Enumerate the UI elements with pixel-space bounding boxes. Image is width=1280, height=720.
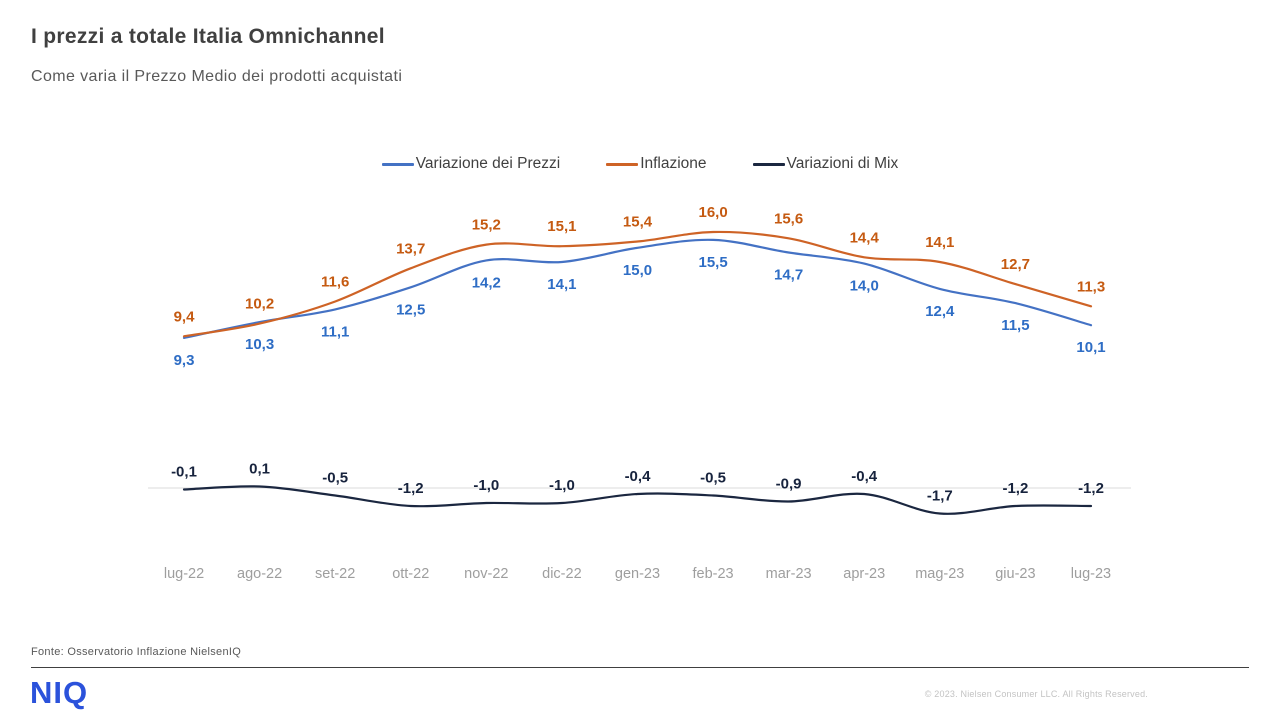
niq-logo: NIQ (30, 675, 89, 710)
data-label-variazioni-di-mix: -1,0 (548, 477, 575, 494)
data-label-variazione-dei-prezzi: 10,3 (244, 336, 275, 354)
x-axis-label: nov-22 (464, 566, 509, 582)
data-label-variazione-dei-prezzi: 14,0 (849, 277, 879, 295)
data-label-inflazione: 14,4 (849, 229, 879, 247)
data-label-variazione-dei-prezzi: 15,0 (622, 261, 653, 279)
data-label-inflazione: 15,2 (471, 216, 501, 234)
data-label-variazioni-di-mix: -0,5 (322, 469, 349, 487)
data-label-variazioni-di-mix: -1,2 (1002, 480, 1029, 497)
x-axis-label: feb-23 (692, 566, 734, 582)
data-label-variazione-dei-prezzi: 11,5 (1001, 317, 1030, 335)
legend-line-swatch (753, 163, 785, 166)
page-title: I prezzi a totale Italia Omnichannel (31, 25, 385, 48)
data-label-inflazione: 15,4 (622, 213, 653, 231)
data-label-variazione-dei-prezzi: 14,1 (547, 276, 577, 293)
x-axis-label: lug-23 (1070, 566, 1112, 582)
data-label-variazioni-di-mix: -0,4 (851, 468, 878, 485)
data-label-variazione-dei-prezzi: 12,4 (925, 302, 955, 320)
footer-divider (31, 667, 1249, 668)
legend-label: Inflazione (640, 155, 707, 172)
data-label-variazioni-di-mix: -1,2 (1078, 480, 1104, 497)
series-line-variazione-dei-prezzi (184, 240, 1091, 341)
data-label-variazione-dei-prezzi: 9,3 (173, 351, 195, 369)
page-subtitle: Come varia il Prezzo Medio dei prodotti acquistati (31, 68, 403, 85)
series-line-variazioni-di-mix (184, 486, 1091, 513)
data-label-inflazione: 11,3 (1076, 278, 1106, 296)
x-axis-label: mag-23 (915, 566, 965, 582)
x-axis-label: ago-22 (237, 566, 283, 582)
legend-line-swatch (382, 163, 414, 166)
x-axis-label: apr-23 (843, 566, 886, 582)
x-axis-label: gen-23 (614, 566, 661, 582)
data-label-variazioni-di-mix: -0,4 (624, 468, 651, 485)
legend-label: Variazione dei Prezzi (415, 155, 561, 172)
data-label-inflazione: 9,4 (173, 308, 195, 326)
data-label-inflazione: 16,0 (698, 204, 728, 221)
x-axis-label: mar-23 (765, 566, 812, 582)
data-label-variazioni-di-mix: 0,1 (249, 460, 271, 478)
data-label-variazione-dei-prezzi: 11,1 (321, 323, 350, 341)
x-axis-label: dic-22 (542, 566, 582, 582)
data-label-variazioni-di-mix: -1,0 (473, 477, 500, 494)
data-label-variazione-dei-prezzi: 14,2 (471, 274, 501, 292)
copyright-text: © 2023. Nielsen Consumer LLC. All Rights Reserved. (924, 689, 1148, 699)
x-axis-label: giu-23 (995, 566, 1036, 582)
data-label-inflazione: 12,7 (1000, 256, 1031, 274)
data-label-variazioni-di-mix: -1,2 (397, 480, 424, 497)
data-label-variazione-dei-prezzi: 15,5 (698, 253, 728, 271)
series-line-inflazione (184, 232, 1091, 336)
data-label-variazioni-di-mix: -0,1 (171, 463, 197, 481)
data-label-variazioni-di-mix: -0,9 (775, 475, 802, 493)
data-label-variazione-dei-prezzi: 14,7 (773, 266, 804, 284)
data-label-inflazione: 13,7 (396, 240, 426, 258)
source-note: Fonte: Osservatorio Inflazione NielsenIQ (31, 646, 242, 658)
data-label-variazione-dei-prezzi: 12,5 (396, 301, 426, 319)
data-label-variazione-dei-prezzi: 10,1 (1076, 339, 1106, 357)
x-axis-label: lug-22 (163, 566, 205, 582)
data-label-variazioni-di-mix: -0,5 (700, 469, 727, 487)
data-label-inflazione: 10,2 (244, 295, 275, 313)
data-label-inflazione: 15,6 (773, 210, 804, 228)
chart-legend (0, 155, 1280, 173)
x-axis-label: set-22 (315, 566, 356, 582)
legend-label: Variazioni di Mix (786, 155, 899, 172)
data-label-inflazione: 15,1 (547, 218, 577, 236)
legend-item-inflazione (606, 155, 706, 173)
data-label-inflazione: 11,6 (321, 273, 350, 291)
legend-item-variazione-dei-prezzi (382, 155, 560, 173)
legend-line-swatch (606, 163, 638, 166)
legend-item-variazioni-di-mix (753, 155, 899, 173)
x-axis-label: ott-22 (392, 566, 430, 582)
data-label-variazioni-di-mix: -1,7 (926, 487, 953, 505)
data-label-inflazione: 14,1 (925, 234, 955, 251)
